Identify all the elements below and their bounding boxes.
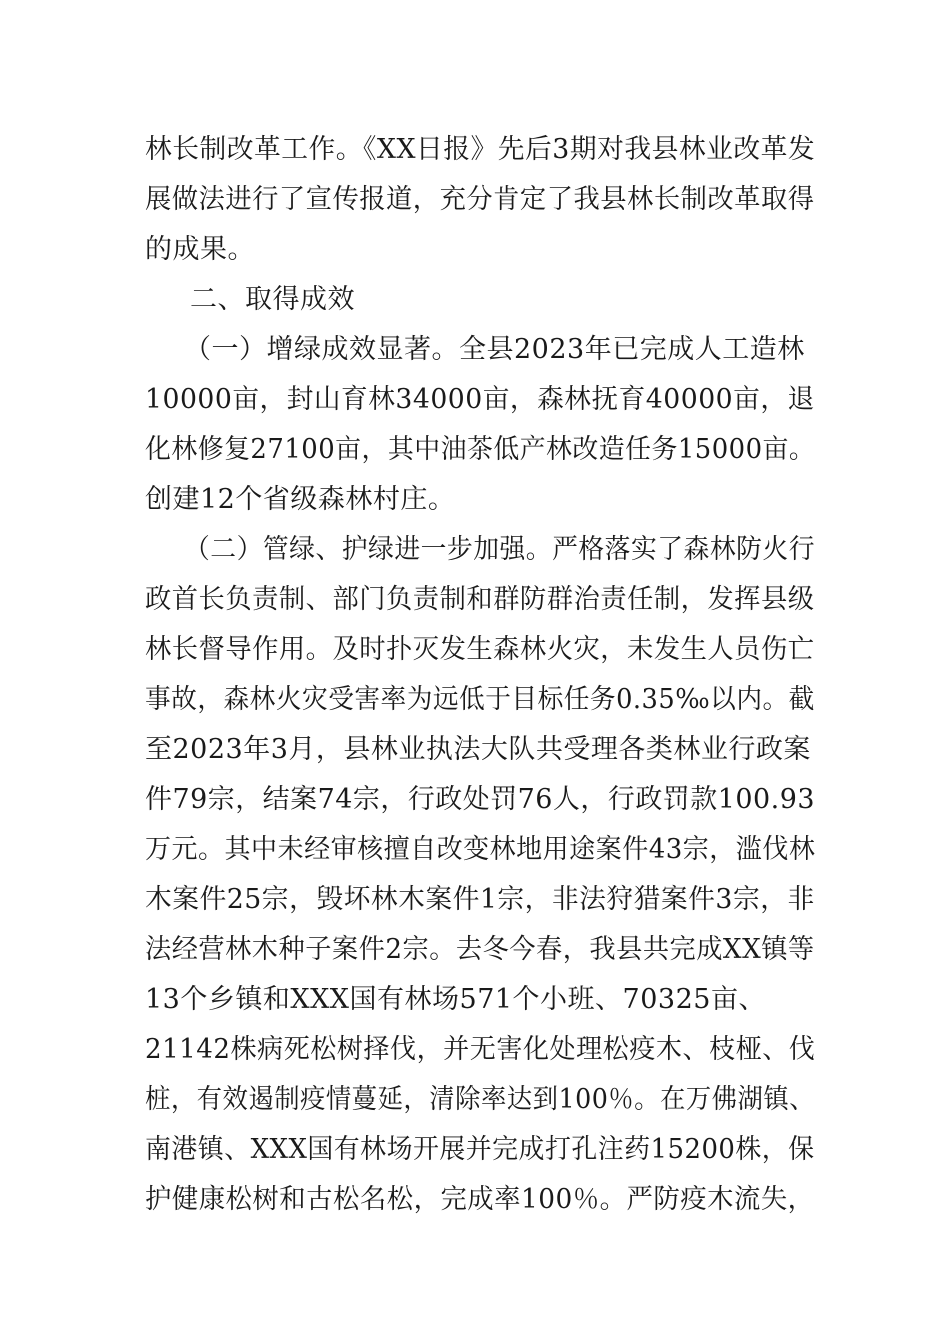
text-line: 13个乡镇和XXX国有林场571个小班、70325亩、: [145, 984, 766, 1015]
text-line: 事故，森林火灾受害率为远低于目标任务0.35‰以内。截: [145, 684, 815, 715]
text-line: 的成果。: [145, 234, 255, 265]
text-line: 桩，有效遏制疫情蔓延，清除率达到100％。在万佛湖镇、: [145, 1084, 816, 1115]
text-line: 木案件25宗，毁坏林木案件1宗，非法狩猎案件3宗，非: [145, 884, 815, 915]
text-line: 万元。其中未经审核擅自改变林地用途案件43宗，滥伐林: [145, 834, 816, 865]
text-line: 至2023年3月，县林业执法大队共受理各类林业行政案: [145, 734, 811, 765]
text-line: 化林修复27100亩，其中油茶低产林改造任务15000亩。: [145, 434, 816, 465]
text-line: 护健康松树和古松名松，完成率100％。严防疫木流失，: [145, 1184, 815, 1215]
text-line: 件79宗，结案74宗，行政处罚76人，行政罚款100.93: [145, 784, 816, 815]
text-line: 法经营林木种子案件2宗。去冬今春，我县共完成XX镇等: [145, 934, 815, 965]
text-line: 展做法进行了宣传报道，充分肯定了我县林长制改革取得: [145, 184, 815, 215]
text-line: 林长督导作用。及时扑灭发生森林火灾，未发生人员伤亡: [145, 634, 815, 665]
text-line: （一）增绿成效显著。全县2023年已完成人工造林: [184, 334, 805, 365]
section-heading: 二、取得成效: [190, 284, 355, 315]
text-line: 21142株病死松树择伐，并无害化处理松疫木、枝桠、伐: [145, 1034, 816, 1065]
text-line: 林长制改革工作。《XX日报》先后3期对我县林业改革发: [145, 134, 816, 165]
text-line: 南港镇、XXX国有林场开展并完成打孔注药15200株，保: [145, 1134, 815, 1165]
text-line: （二）管绿、护绿进一步加强。严格落实了森林防火行: [184, 534, 815, 565]
text-line: 创建12个省级森林村庄。: [145, 484, 456, 515]
text-line: 10000亩，封山育林34000亩，森林抚育40000亩，退: [145, 384, 815, 415]
text-line: 政首长负责制、部门负责制和群防群治责任制，发挥县级: [145, 584, 815, 615]
